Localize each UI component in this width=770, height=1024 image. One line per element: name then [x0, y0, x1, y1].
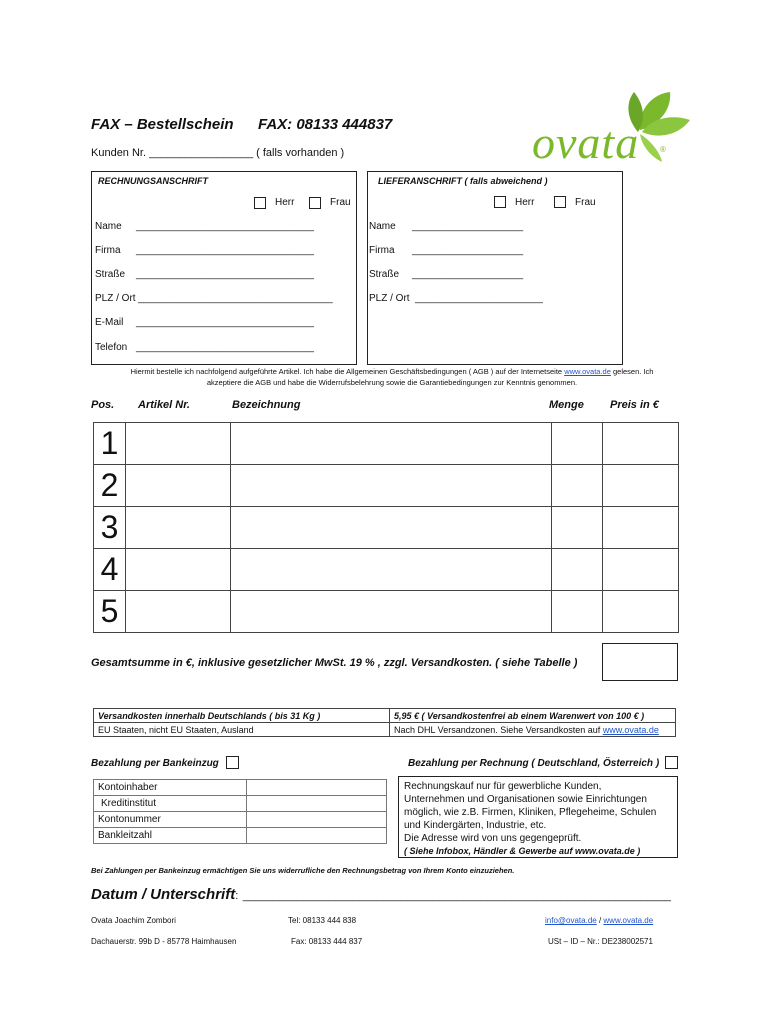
- total-label: Gesamtsumme in €, inklusive gesetzlicher MwSt. 19 % , zzgl. Versandkosten. ( siehe Tabelle ): [91, 657, 578, 669]
- billing-street-line[interactable]: ________________________________: [136, 269, 314, 280]
- billing-city-line[interactable]: ___________________________________: [138, 293, 333, 304]
- terms-line1-post: gelesen. Ich: [610, 367, 654, 376]
- table-row: [94, 828, 387, 844]
- description-cell[interactable]: [231, 549, 552, 591]
- shipping-international-price: [390, 723, 676, 737]
- footer-phone: Tel: 08133 444 838: [288, 916, 357, 925]
- header-pos: Pos.: [91, 399, 115, 411]
- total-amount-field[interactable]: [602, 643, 678, 681]
- terms-line2: akzeptiere die AGB und habe die Widerrufsbelehrung sowie die Garantiebedingungen zur Kenntnis genommen.: [206, 378, 578, 387]
- shipping-domestic-price: 5,95 € ( Versandkostenfrei ab einem Warenwert von 100 € ): [390, 709, 676, 723]
- account-holder-field[interactable]: [247, 780, 387, 796]
- quantity-cell[interactable]: [552, 549, 603, 591]
- header-price: Preis in €: [610, 399, 659, 411]
- footer-separator: /: [596, 916, 604, 925]
- terms-text: [92, 366, 692, 388]
- shipping-international-label: EU Staaten, nicht EU Staaten, Ausland: [94, 723, 390, 737]
- authorization-text: Bei Zahlungen per Bankeinzug ermächtigen Sie uns widerrufliche den Rechnungsbetrag von Ihrem Konto einzuziehen.: [91, 866, 515, 875]
- signature-colon: :: [235, 890, 239, 902]
- signature-line[interactable]: ______________________________________________________________________: [242, 890, 671, 902]
- table-row: [94, 780, 387, 796]
- bank-details-table: [93, 779, 387, 844]
- signature-label: Datum / Unterschrift: [91, 886, 236, 903]
- table-row: [94, 812, 387, 828]
- price-cell[interactable]: [603, 465, 679, 507]
- invoice-payment-checkbox[interactable]: [665, 756, 678, 769]
- footer-contact: [545, 916, 653, 925]
- price-cell[interactable]: [603, 507, 679, 549]
- description-cell[interactable]: [231, 423, 552, 465]
- billing-herr-label: Herr: [275, 197, 295, 208]
- article-cell[interactable]: [126, 465, 231, 507]
- invoice-text-line: Unternehmen und Organisationen sowie Einrichtungen: [404, 794, 647, 805]
- bank-code-field[interactable]: [247, 828, 387, 844]
- delivery-herr-checkbox[interactable]: [494, 196, 506, 208]
- description-cell[interactable]: [231, 465, 552, 507]
- description-cell[interactable]: [231, 591, 552, 633]
- billing-name-line[interactable]: ________________________________: [136, 221, 314, 232]
- shipping-domestic-label: Versandkosten innerhalb Deutschlands ( bis 31 Kg ): [94, 709, 390, 723]
- account-number-field[interactable]: [247, 812, 387, 828]
- billing-street-label: Straße: [95, 269, 126, 280]
- ovata-logo: [530, 88, 700, 168]
- logo-text: ovata: [532, 117, 640, 168]
- row-number: 2: [94, 465, 126, 507]
- footer-email-link[interactable]: info@ovata.de: [545, 916, 597, 925]
- delivery-name-line[interactable]: ____________________: [412, 221, 524, 232]
- billing-phone-line[interactable]: ________________________________: [136, 342, 314, 353]
- footer-company: Ovata Joachim Zombori: [91, 916, 176, 925]
- invoice-text-line: Rechnungskauf nur für gewerbliche Kunden,: [404, 781, 602, 792]
- shipping-note: Nach DHL Versandzonen. Siehe Versandkosten auf: [394, 724, 603, 735]
- delivery-street-label: Straße: [369, 269, 400, 280]
- footer-web-link[interactable]: www.ovata.de: [603, 916, 654, 925]
- article-cell[interactable]: [126, 507, 231, 549]
- table-row: [94, 465, 679, 507]
- bank-code-label: Bankleitzahl: [94, 828, 247, 844]
- delivery-frau-label: Frau: [575, 197, 596, 208]
- delivery-city-line[interactable]: _______________________: [415, 293, 543, 304]
- bank-name-field[interactable]: [247, 796, 387, 812]
- billing-email-label: E-Mail: [95, 317, 124, 328]
- table-row: [94, 709, 676, 723]
- invoice-info-box: [398, 776, 678, 858]
- header-description: Bezeichnung: [232, 399, 301, 411]
- shipping-link[interactable]: www.ovata.de: [602, 724, 659, 735]
- billing-company-line[interactable]: ________________________________: [136, 245, 314, 256]
- footer-vat: USt – ID – Nr.: DE238002571: [548, 937, 653, 946]
- billing-name-label: Name: [95, 221, 122, 232]
- billing-heading: RECHNUNGSANSCHRIFT: [98, 176, 208, 186]
- terms-link[interactable]: www.ovata.de: [564, 367, 611, 376]
- article-cell[interactable]: [126, 549, 231, 591]
- billing-phone-label: Telefon: [95, 342, 128, 353]
- header-article: Artikel Nr.: [138, 399, 190, 411]
- billing-email-line[interactable]: ________________________________: [136, 317, 314, 328]
- shipping-table: [93, 708, 676, 737]
- delivery-name-label: Name: [369, 221, 396, 232]
- customer-number-field[interactable]: Kunden Nr. _________________ ( falls vorhanden ): [91, 147, 345, 159]
- delivery-herr-label: Herr: [515, 197, 535, 208]
- invoice-text-line: und Kindergärten, Industrie, etc.: [404, 820, 547, 831]
- fax-number-title: FAX: 08133 444837: [258, 116, 393, 133]
- table-row: [94, 591, 679, 633]
- article-cell[interactable]: [126, 423, 231, 465]
- delivery-heading: LIEFERANSCHRIFT ( falls abweichend ): [378, 176, 548, 186]
- row-number: 4: [94, 549, 126, 591]
- table-row: [94, 796, 387, 812]
- bank-payment-label: Bezahlung per Bankeinzug: [91, 758, 219, 769]
- delivery-city-label: PLZ / Ort: [369, 293, 410, 304]
- billing-herr-checkbox[interactable]: [254, 197, 266, 209]
- article-cell[interactable]: [126, 591, 231, 633]
- billing-frau-checkbox[interactable]: [309, 197, 321, 209]
- price-cell[interactable]: [603, 591, 679, 633]
- order-table: [93, 422, 679, 633]
- invoice-payment-label: Bezahlung per Rechnung ( Deutschland, Österreich ): [408, 758, 660, 769]
- invoice-text-line: möglich, wie z.B. Firmen, Kliniken, Pflegeheime, Schulen: [404, 807, 657, 818]
- header-quantity: Menge: [549, 399, 584, 411]
- delivery-street-line[interactable]: ____________________: [412, 269, 524, 280]
- row-number: 3: [94, 507, 126, 549]
- billing-city-label: PLZ / Ort: [95, 293, 136, 304]
- delivery-company-line[interactable]: ____________________: [412, 245, 524, 256]
- quantity-cell[interactable]: [552, 465, 603, 507]
- table-row: [94, 507, 679, 549]
- footer-fax: Fax: 08133 444 837: [291, 937, 363, 946]
- account-number-label: Kontonummer: [94, 812, 247, 828]
- price-cell[interactable]: [603, 549, 679, 591]
- table-row: [94, 723, 676, 737]
- price-cell[interactable]: [603, 423, 679, 465]
- quantity-cell[interactable]: [552, 591, 603, 633]
- bank-name-label: Kreditinstitut: [94, 796, 247, 812]
- footer-address: Dachauerstr. 99b D - 85778 Haimhausen: [91, 937, 237, 946]
- account-holder-label: Kontoinhaber: [94, 780, 247, 796]
- description-cell[interactable]: [231, 507, 552, 549]
- row-number: 5: [94, 591, 126, 633]
- quantity-cell[interactable]: [552, 507, 603, 549]
- logo-registered: ®: [660, 145, 666, 154]
- fax-title: FAX – Bestellschein: [91, 116, 234, 133]
- table-row: [94, 549, 679, 591]
- delivery-frau-checkbox[interactable]: [554, 196, 566, 208]
- signature-row: [91, 886, 671, 904]
- delivery-company-label: Firma: [369, 245, 395, 256]
- bank-payment-checkbox[interactable]: [226, 756, 239, 769]
- row-number: 1: [94, 423, 126, 465]
- quantity-cell[interactable]: [552, 423, 603, 465]
- billing-frau-label: Frau: [330, 197, 351, 208]
- table-row: [94, 423, 679, 465]
- terms-line1-pre: Hiermit bestelle ich nachfolgend aufgeführte Artikel. Ich habe die Allgemeinen Geschäftsbedingungen ( AGB ) auf der Internetseite: [130, 367, 565, 376]
- invoice-text-line: Die Adresse wird von uns gegengeprüft.: [404, 833, 582, 844]
- billing-company-label: Firma: [95, 245, 121, 256]
- invoice-note: ( Siehe Infobox, Händler & Gewerbe auf www.ovata.de ): [404, 846, 641, 856]
